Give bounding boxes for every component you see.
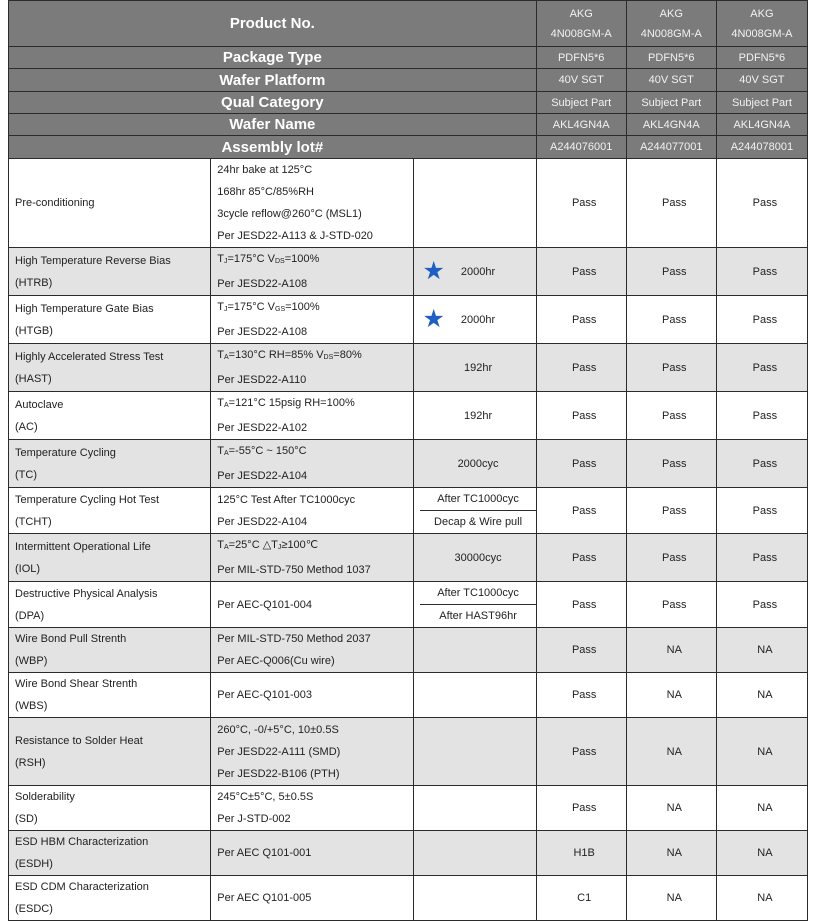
test-name-line: (AC) <box>15 420 38 433</box>
header-label: Assembly lot# <box>9 136 537 159</box>
header-value: 40V SGT <box>716 69 807 92</box>
header-row-product-no <box>9 1 808 47</box>
test-condition-line: $T_A=130^\circ C$ RH=85% $V_{DS}=80\%$ <box>217 349 362 361</box>
test-name-line: Wire Bond Shear Strenth <box>15 678 138 690</box>
test-name-line: (ESDC) <box>15 903 53 915</box>
test-duration-cell <box>414 718 536 786</box>
test-duration-cell <box>414 392 536 440</box>
test-name-cell <box>9 296 211 344</box>
test-duration-cell <box>414 582 536 628</box>
header-row <box>9 69 808 92</box>
qualification-table-body <box>9 1 808 921</box>
test-name-cell <box>9 392 211 440</box>
header-value: Subject Part <box>536 92 626 114</box>
test-name-line: Solderability <box>15 791 75 803</box>
test-condition-line: Per JESD22-A108 <box>217 326 308 338</box>
test-condition-line: Per JESD22-A104 <box>217 515 308 528</box>
test-name-line: (TC) <box>15 468 37 481</box>
test-duration-cell <box>414 159 536 248</box>
test-result: Pass <box>716 392 807 440</box>
test-condition-line: $T_J=175^\circ C$ $V_{DS}=100\%$ <box>217 253 320 265</box>
test-result: Pass <box>536 673 626 718</box>
test-result: Pass <box>626 392 716 440</box>
test-result: Pass <box>626 159 716 248</box>
test-condition-line: $T_A=-55^\circ C$ ~ 150°C <box>217 445 307 457</box>
test-result: Pass <box>536 344 626 392</box>
test-name-line: (HTGB) <box>15 324 53 337</box>
test-condition-line: 260°C, -0/+5°C, 10±0.5S <box>217 723 339 736</box>
test-condition-cell <box>211 440 414 488</box>
test-name-line: Pre-conditioning <box>15 197 95 209</box>
test-condition-cell <box>211 248 414 296</box>
test-condition-line: Per JESD22-A110 <box>217 374 307 386</box>
test-condition-cell <box>211 344 414 392</box>
test-name-line: (TCHT) <box>15 515 52 528</box>
header-value: 40V SGT <box>536 69 626 92</box>
header-value: A244076001 <box>536 136 626 159</box>
test-condition-cell <box>211 673 414 718</box>
test-duration: 2000hr <box>460 265 496 278</box>
test-row <box>9 296 808 344</box>
test-name-cell <box>9 534 211 582</box>
test-result: Pass <box>716 582 807 628</box>
test-duration: 2000hr <box>460 313 496 326</box>
test-condition-line: Per JESD22-A111 (SMD) <box>217 745 341 758</box>
qualification-table-container <box>8 0 808 921</box>
test-name-line: Intermittent Operational Life <box>15 540 151 553</box>
header-value: AKL4GN4A <box>536 114 626 136</box>
test-condition-line: Per JESD22-A102 <box>217 422 308 434</box>
test-name-line: Highly Accelerated Stress Test <box>15 350 164 363</box>
test-condition-line: $T_J=175^\circ C$ $V_{GS}=100\%$ <box>217 301 320 313</box>
header-value: AKG 4N008GM-A <box>626 1 716 47</box>
header-value: PDFN5*6 <box>536 47 626 69</box>
test-duration: 30000cyc <box>454 551 502 564</box>
header-label: Package Type <box>9 47 537 69</box>
header-value: Subject Part <box>716 92 807 114</box>
test-result: NA <box>626 673 716 718</box>
test-duration-cell <box>414 248 536 296</box>
header-row <box>9 47 808 69</box>
test-condition-line: 125°C Test After TC1000cyc <box>217 493 356 506</box>
test-condition-line: Per MIL-STD-750 Method 2037 <box>217 633 371 645</box>
test-condition-line: 24hr bake at 125°C <box>217 164 313 176</box>
test-duration-cell <box>414 296 536 344</box>
test-name-cell <box>9 440 211 488</box>
test-result: H1B <box>536 831 626 876</box>
test-result: Pass <box>716 248 807 296</box>
test-duration-cell <box>414 344 536 392</box>
test-condition-cell <box>211 296 414 344</box>
test-row <box>9 628 808 673</box>
test-name-cell <box>9 344 211 392</box>
test-condition-line: $T_A=121^\circ C$ 15psig RH=100% <box>217 397 355 409</box>
test-result: Pass <box>626 534 716 582</box>
test-row <box>9 440 808 488</box>
test-name-line: (WBS) <box>15 700 48 712</box>
test-condition-line: Per AEC Q101-005 <box>217 892 312 904</box>
test-result: NA <box>626 628 716 673</box>
test-result: Pass <box>626 440 716 488</box>
test-result: Pass <box>716 344 807 392</box>
test-row <box>9 159 808 248</box>
test-name-line: High Temperature Gate Bias <box>15 302 154 315</box>
test-name-cell <box>9 786 211 831</box>
test-condition-cell <box>211 159 414 248</box>
header-value: PDFN5*6 <box>716 47 807 69</box>
test-row <box>9 488 808 534</box>
test-result: NA <box>716 673 807 718</box>
test-condition-line: Per AEC-Q101-003 <box>217 689 313 701</box>
test-row <box>9 673 808 718</box>
test-duration-step: Decap & Wire pull <box>434 516 523 528</box>
test-condition-line: Per MIL-STD-750 Method 1037 <box>217 564 371 576</box>
test-result: Pass <box>626 488 716 534</box>
test-condition-cell <box>211 718 414 786</box>
header-row <box>9 114 808 136</box>
test-name-cell <box>9 831 211 876</box>
test-name-line: Resistance to Solder Heat <box>15 734 143 747</box>
test-name-line: ESD HBM Characterization <box>15 836 149 848</box>
test-condition-line: Per JESD22-A108 <box>217 278 308 290</box>
test-condition-line: 3cycle reflow@260°C (MSL1) <box>217 208 362 220</box>
test-duration-cell <box>414 488 536 534</box>
test-condition-cell <box>211 534 414 582</box>
test-duration-cell <box>414 876 536 921</box>
test-duration: 2000cyc <box>457 457 499 470</box>
test-result: Pass <box>536 582 626 628</box>
test-row <box>9 392 808 440</box>
test-name-cell <box>9 582 211 628</box>
test-condition-line: $T_A=25^\circ C$ $\triangle T_J\ge 100℃$ <box>217 539 319 551</box>
test-row <box>9 534 808 582</box>
test-row <box>9 786 808 831</box>
header-label: Wafer Platform <box>9 69 537 92</box>
test-duration: 192hr <box>463 409 493 422</box>
star-icon: ★ <box>422 256 445 285</box>
star-icon: ★ <box>422 304 445 333</box>
test-name-cell <box>9 718 211 786</box>
test-name-line: Destructive Physical Analysis <box>15 587 158 600</box>
test-result: Pass <box>626 296 716 344</box>
header-row <box>9 136 808 159</box>
test-duration-cell <box>414 673 536 718</box>
test-result: Pass <box>536 248 626 296</box>
test-condition-cell <box>211 628 414 673</box>
test-name-line: (IOL) <box>15 562 41 575</box>
test-duration-cell <box>414 628 536 673</box>
test-name-cell <box>9 248 211 296</box>
header-label: Wafer Name <box>9 114 537 136</box>
test-name-line: (HAST) <box>15 372 52 385</box>
test-result: NA <box>626 876 716 921</box>
test-condition-line: 168hr 85°C/85%RH <box>217 186 314 198</box>
test-name-line: Temperature Cycling Hot Test <box>15 493 160 506</box>
test-condition-cell <box>211 582 414 628</box>
test-result: Pass <box>536 392 626 440</box>
test-result: Pass <box>536 488 626 534</box>
test-name-line: (SD) <box>15 813 38 825</box>
test-result: Pass <box>536 786 626 831</box>
test-condition-cell <box>211 786 414 831</box>
test-result: NA <box>716 628 807 673</box>
test-duration-cell <box>414 534 536 582</box>
test-row <box>9 582 808 628</box>
test-result: NA <box>626 831 716 876</box>
test-name-cell <box>9 628 211 673</box>
header-label: Qual Category <box>9 92 537 114</box>
test-condition-cell <box>211 876 414 921</box>
test-result: Pass <box>716 440 807 488</box>
test-condition-line: Per JESD22-B106 (PTH) <box>217 767 340 780</box>
test-row <box>9 876 808 921</box>
header-value: A244077001 <box>626 136 716 159</box>
test-name-cell <box>9 876 211 921</box>
test-duration-cell <box>414 831 536 876</box>
test-result: NA <box>716 876 807 921</box>
test-name-line: (DPA) <box>15 609 45 622</box>
test-condition-line: Per JESD22-A104 <box>217 470 308 482</box>
test-row <box>9 344 808 392</box>
test-duration-step: After TC1000cyc <box>420 582 535 605</box>
test-condition-line: Per JESD22-A113 & J-STD-020 <box>217 230 373 242</box>
test-name-line: ESD CDM Characterization <box>15 881 149 893</box>
test-row <box>9 248 808 296</box>
header-value: AKL4GN4A <box>626 114 716 136</box>
test-name-line: High Temperature Reverse Bias <box>15 254 171 267</box>
test-duration: 192hr <box>463 361 493 374</box>
test-name-line: Wire Bond Pull Strenth <box>15 633 127 645</box>
header-value: 40V SGT <box>626 69 716 92</box>
test-result: Pass <box>536 534 626 582</box>
test-result: Pass <box>716 488 807 534</box>
test-result: NA <box>626 786 716 831</box>
test-name-line: Autoclave <box>15 398 64 411</box>
header-value: AKG 4N008GM-A <box>536 1 626 47</box>
test-duration-cell <box>414 440 536 488</box>
header-value: AKG 4N008GM-A <box>716 1 807 47</box>
test-name-cell <box>9 673 211 718</box>
test-result: Pass <box>626 248 716 296</box>
test-name-line: (ESDH) <box>15 858 53 870</box>
header-value: Subject Part <box>626 92 716 114</box>
qualification-table <box>8 0 808 921</box>
test-result: Pass <box>536 296 626 344</box>
test-condition-line: Per AEC Q101-001 <box>217 847 312 859</box>
test-result: Pass <box>626 582 716 628</box>
test-result: NA <box>716 718 807 786</box>
test-result: NA <box>716 831 807 876</box>
test-duration-step: After TC1000cyc <box>420 488 535 511</box>
test-name-line: (HTRB) <box>15 276 53 289</box>
test-result: Pass <box>716 534 807 582</box>
test-condition-cell <box>211 488 414 534</box>
header-label: Product No. <box>9 1 537 47</box>
test-row <box>9 831 808 876</box>
test-name-cell <box>9 488 211 534</box>
test-condition-line: Per AEC-Q101-004 <box>217 598 313 611</box>
test-name-line: (RSH) <box>15 756 46 769</box>
test-condition-line: Per J-STD-002 <box>217 813 291 825</box>
test-result: Pass <box>716 159 807 248</box>
header-value: A244078001 <box>716 136 807 159</box>
test-name-line: (WBP) <box>15 655 48 667</box>
test-result: Pass <box>536 440 626 488</box>
test-condition-line: 245°C±5°C, 5±0.5S <box>217 791 314 803</box>
test-result: Pass <box>536 718 626 786</box>
test-duration-cell <box>414 786 536 831</box>
test-name-cell <box>9 159 211 248</box>
test-result: Pass <box>536 159 626 248</box>
header-row <box>9 92 808 114</box>
header-value: AKL4GN4A <box>716 114 807 136</box>
test-result: Pass <box>626 344 716 392</box>
test-condition-cell <box>211 392 414 440</box>
test-result: C1 <box>536 876 626 921</box>
test-condition-cell <box>211 831 414 876</box>
test-duration-step: After HAST96hr <box>439 610 517 622</box>
test-result: Pass <box>716 296 807 344</box>
test-result: NA <box>626 718 716 786</box>
test-condition-line: Per AEC-Q006(Cu wire) <box>217 655 335 667</box>
test-result: NA <box>716 786 807 831</box>
header-value: PDFN5*6 <box>626 47 716 69</box>
test-row <box>9 718 808 786</box>
test-result: Pass <box>536 628 626 673</box>
test-name-line: Temperature Cycling <box>15 446 116 459</box>
